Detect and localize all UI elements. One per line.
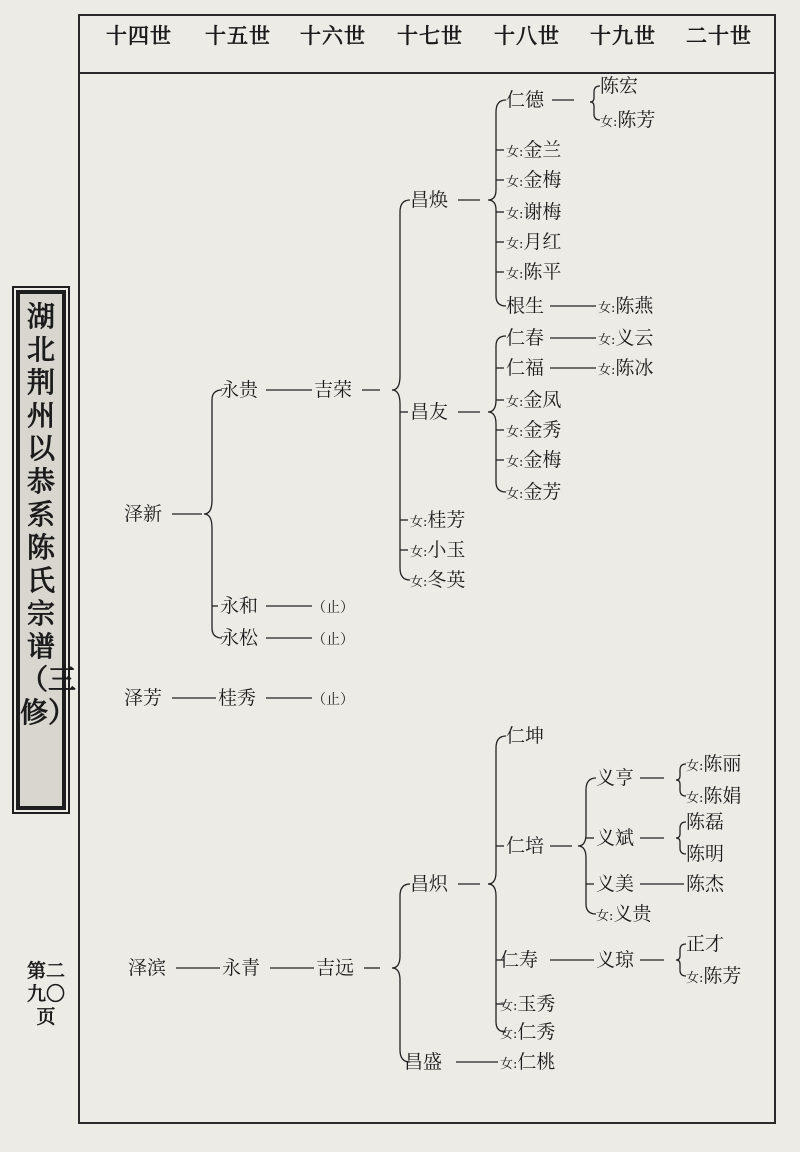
person-xiaoyu: 女:小玉 <box>410 539 466 561</box>
page-number: 第二九〇页 <box>26 960 65 1028</box>
person-renshou: 仁寿 <box>500 949 539 971</box>
female-mark: 女: <box>598 333 616 348</box>
person-yongqing: 永青 <box>222 957 261 979</box>
person-chenli: 女:陈丽 <box>686 753 742 775</box>
person-yiqiong: 义琼 <box>596 949 635 971</box>
female-mark: 女: <box>600 115 618 130</box>
person-zebin: 泽滨 <box>128 957 167 979</box>
person-yiheng: 义亨 <box>596 767 635 789</box>
person-changhuan: 昌焕 <box>410 189 449 211</box>
stop-mark: （止） <box>312 632 354 648</box>
generation-header-18: 十八世 <box>494 23 560 48</box>
person-jinmei-a: 女:金梅 <box>506 169 562 191</box>
person-chenbing: 女:陈冰 <box>598 357 654 379</box>
person-jinfang: 女:金芳 <box>506 481 562 503</box>
female-mark: 女: <box>506 487 524 502</box>
female-mark: 女: <box>686 791 704 806</box>
person-yimei: 义美 <box>596 873 635 895</box>
person-yonggui: 永贵 <box>220 379 259 401</box>
person-zexin: 泽新 <box>124 503 163 525</box>
person-yigui: 女:义贵 <box>596 903 652 925</box>
person-jinxiu: 女:金秀 <box>506 419 562 441</box>
person-chenjie: 陈杰 <box>686 873 725 895</box>
genealogy-title: 湖北荆州以恭系陈氏宗谱（三修） <box>20 300 77 729</box>
stop-mark: （止） <box>312 692 354 708</box>
person-zhengcai: 正才 <box>686 933 725 955</box>
person-yonghe: 永和 <box>220 595 259 617</box>
person-renkun: 仁坤 <box>506 725 545 747</box>
generation-header-14: 十四世 <box>106 23 172 48</box>
female-mark: 女: <box>506 207 524 222</box>
female-mark: 女: <box>596 909 614 924</box>
person-jinfeng: 女:金凤 <box>506 389 562 411</box>
person-rende: 仁德 <box>506 89 545 111</box>
generation-header-20: 二十世 <box>686 23 752 48</box>
female-mark: 女: <box>500 1027 518 1042</box>
person-renxiu: 女:仁秀 <box>500 1021 556 1043</box>
female-mark: 女: <box>506 425 524 440</box>
person-guixiu: 桂秀 <box>218 687 257 709</box>
generation-header-15: 十五世 <box>205 23 271 48</box>
person-chenhong: 陈宏 <box>600 75 639 97</box>
person-changyou: 昌友 <box>410 401 449 423</box>
person-xiemei: 女:谢梅 <box>506 201 562 223</box>
person-guifang: 女:桂芳 <box>410 509 466 531</box>
person-chenjuan: 女:陈娟 <box>686 785 742 807</box>
female-mark: 女: <box>410 575 428 590</box>
female-mark: 女: <box>506 395 524 410</box>
person-chenfang-a: 女:陈芳 <box>600 109 656 131</box>
person-jinmei-b: 女:金梅 <box>506 449 562 471</box>
person-renpei: 仁培 <box>506 835 545 857</box>
generation-header-16: 十六世 <box>300 23 366 48</box>
person-jirong: 吉荣 <box>314 379 353 401</box>
female-mark: 女: <box>598 301 616 316</box>
female-mark: 女: <box>686 971 704 986</box>
person-renchun: 仁春 <box>506 327 545 349</box>
person-yongsong: 永松 <box>220 627 259 649</box>
person-rentao: 女:仁桃 <box>500 1051 556 1073</box>
generation-header-19: 十九世 <box>590 23 656 48</box>
person-zefang: 泽芳 <box>124 687 163 709</box>
person-chenlei: 陈磊 <box>686 811 725 833</box>
female-mark: 女: <box>410 515 428 530</box>
person-jinlan: 女:金兰 <box>506 139 562 161</box>
female-mark: 女: <box>506 145 524 160</box>
person-yibin: 义斌 <box>596 827 635 849</box>
person-yuehong: 女:月红 <box>506 231 562 253</box>
person-renfu: 仁福 <box>506 357 545 379</box>
female-mark: 女: <box>686 759 704 774</box>
person-dongying: 女:冬英 <box>410 569 466 591</box>
female-mark: 女: <box>506 455 524 470</box>
person-changsheng: 昌盛 <box>404 1051 443 1073</box>
female-mark: 女: <box>506 267 524 282</box>
person-yiyun: 女:义云 <box>598 327 654 349</box>
person-chenfang-b: 女:陈芳 <box>686 965 742 987</box>
female-mark: 女: <box>598 363 616 378</box>
person-chenming: 陈明 <box>686 843 725 865</box>
stop-mark: （止） <box>312 600 354 616</box>
female-mark: 女: <box>506 237 524 252</box>
person-chenping: 女:陈平 <box>506 261 562 283</box>
person-jiyuan: 吉远 <box>316 957 355 979</box>
person-yuxiu: 女:玉秀 <box>500 993 556 1015</box>
female-mark: 女: <box>506 175 524 190</box>
person-changzhi: 昌炽 <box>410 873 449 895</box>
female-mark: 女: <box>500 1057 518 1072</box>
female-mark: 女: <box>500 999 518 1014</box>
generation-header-17: 十七世 <box>397 23 463 48</box>
person-gensheng: 根生 <box>506 295 545 317</box>
female-mark: 女: <box>410 545 428 560</box>
person-chenyan: 女:陈燕 <box>598 295 654 317</box>
